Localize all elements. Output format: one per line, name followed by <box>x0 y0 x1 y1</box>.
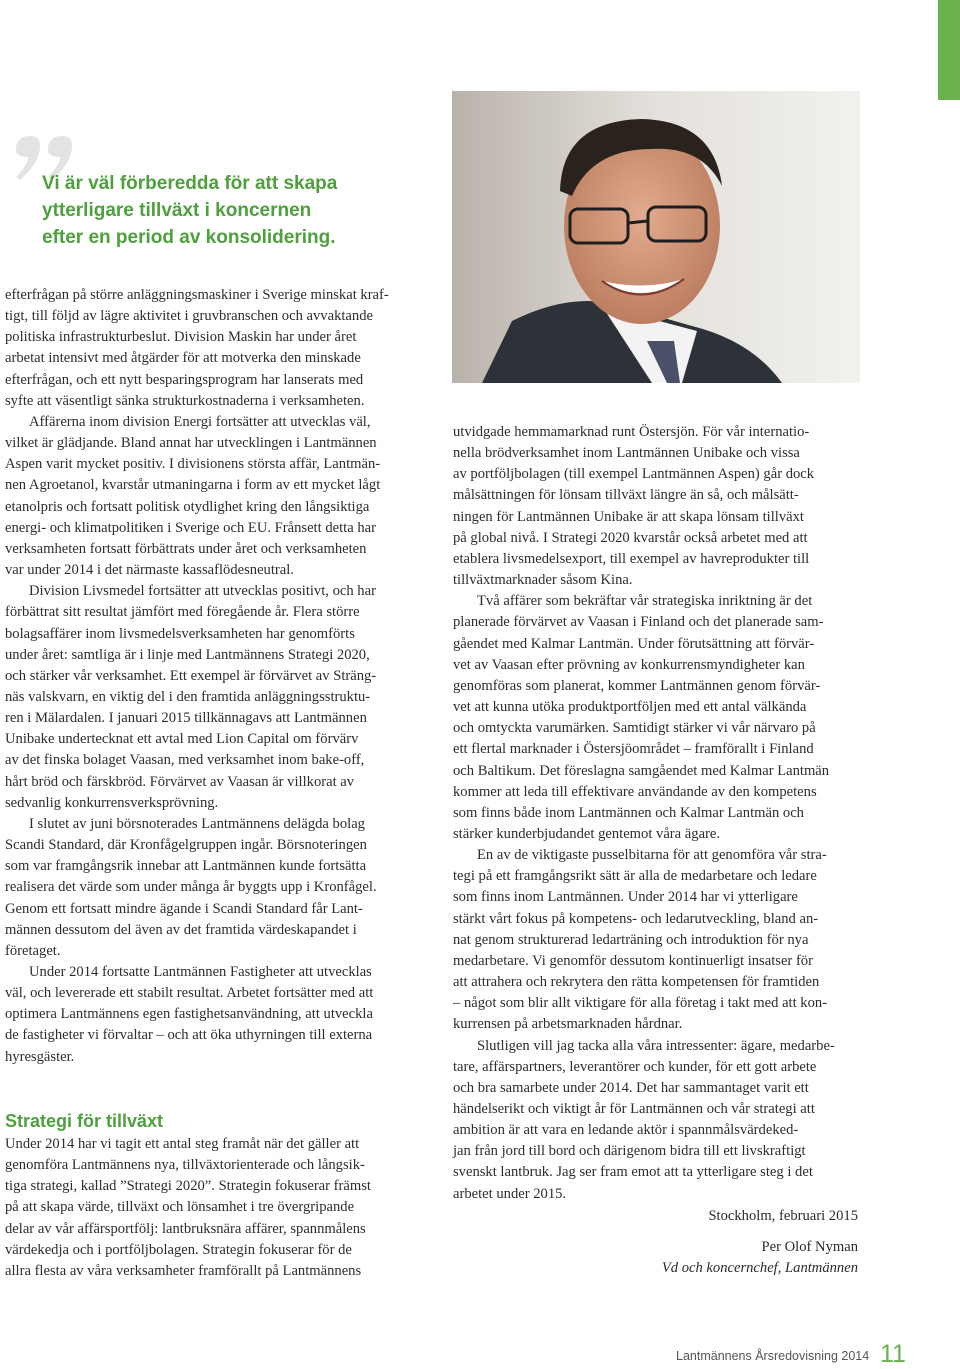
text-line: nat genom strukturerad ledarträning och introduktion för nya <box>453 931 809 948</box>
text-line: energi- och klimatpolitiken i Sverige och EU. Frånsett detta har <box>5 519 376 536</box>
text-line: nen Agroetanol, kvarstår utmaningarna i form av ett mycket lågt <box>5 477 381 494</box>
text-line: som finns både inom Lantmännen och Kalmar Lantmän och <box>453 804 804 821</box>
paragraph <box>5 814 415 962</box>
text-line: Scandi Standard, där Kronfågelgruppen ingår. Börsnoteringen <box>5 837 367 854</box>
text-line: genomföra Lantmännens nya, tillväxtorienterade och långsik- <box>5 1157 365 1174</box>
text-line: som finns inom Lantmännen. Under 2014 har vi ytterligare <box>453 889 798 906</box>
text-line: tegi på ett framgångsrikt sätt är alla de medarbetare och ledare <box>453 868 817 885</box>
left-column-strategy-text <box>5 1134 415 1282</box>
text-line: gåendet med Kalmar Lantmän. Under förutsättning att förvär- <box>453 635 815 652</box>
text-line: Aspen varit mycket positiv. I divisionens största affär, Lantmän- <box>5 456 381 473</box>
text-line: vilket är glädjande. Bland annat har utvecklingen i Lantmännen <box>5 435 377 452</box>
pull-quote-line: Vi är väl förberedda för att skapa <box>42 173 338 194</box>
paragraph <box>5 285 415 412</box>
text-line: arbetet under 2015. <box>453 1185 567 1202</box>
text-line: delar av vår affärsportfölj: lantbruksnära affärer, spannmålens <box>5 1220 366 1237</box>
text-line: planerade förvärvet av Vaasan i Finland och det planerade sam- <box>453 614 824 631</box>
text-line: under året: samtliga är i linje med Lantmännens Strategi 2020, <box>5 646 370 663</box>
text-line: ambition är att vara en ledande aktör i spannmålsvärdeked- <box>453 1122 799 1139</box>
pull-quote <box>42 170 402 251</box>
text-line: genomföras som planerat, kommer Lantmännen genom förvär- <box>453 677 821 694</box>
text-line: realisera det värde som under många år byggts upp i Kronfågel. <box>5 879 377 896</box>
text-line: arbetat intensivt med åtgärder för att motverka den minskade <box>5 350 361 367</box>
paragraph <box>453 845 863 1035</box>
text-line: bolagsaffärer inom livsmedelsverksamheten har genomförts <box>5 625 355 642</box>
text-line: värdekedja och i portföljbolagen. Strategin fokuserar för de <box>5 1241 352 1258</box>
portrait-image <box>452 91 860 383</box>
text-line: stärkt vårt fokus på kompetens- och ledarutveckling, bland an- <box>453 910 819 927</box>
portrait-photo <box>452 91 860 383</box>
green-corner-tab <box>938 0 960 100</box>
text-line: Genom ett fortsatt mindre ägande i Scandi Standard får Lant- <box>5 900 363 917</box>
text-line: som var framgångsrik innebar att Lantmännen kunde fortsätta <box>5 858 367 875</box>
footer-publication-label: Lantmännens Årsredovisning 2014 <box>676 1349 870 1363</box>
paragraph <box>453 591 863 845</box>
signature-name: Per Olof Nyman <box>761 1239 858 1255</box>
text-line: vet av Vaasan efter prövning av konkurrensmyndigheter kan <box>453 656 805 673</box>
text-line: näs valskvarn, en viktig del i den framtida anläggningsstruktu- <box>5 688 371 705</box>
text-line: och omtyckta varumärken. Samtidigt stärker vi vår närvaro på <box>453 720 816 737</box>
text-line: Slutligen vill jag tacka alla våra intressenter: ägare, medarbe- <box>477 1037 835 1054</box>
text-line: – något som blir allt viktigare för alla företag i takt med att kon- <box>453 995 828 1012</box>
text-line: jan från jord till bord och därigenom bidra till ett livskraftigt <box>453 1143 806 1160</box>
text-line: av det finska bolaget Vaasan, med verksamhet inom bake-off, <box>5 752 365 769</box>
signature-place-date: Stockholm, februari 2015 <box>708 1208 858 1224</box>
paragraph <box>5 1134 415 1282</box>
text-line: Unibake undertecknat ett avtal med Lion Capital om förvärv <box>5 731 359 748</box>
text-line: etablera livsmedelsexport, till exempel av havreprodukter till <box>453 550 810 567</box>
text-line: företaget. <box>5 942 61 959</box>
text-line: och stärker vår verksamhet. Ett exempel är förvärvet av Sträng- <box>5 667 377 684</box>
pull-quote-line: efter en period av konsolidering. <box>42 227 336 248</box>
text-line: och bra samarbete under 2014. Det har sammantaget varit ett <box>453 1079 809 1096</box>
text-line: ett flertal marknader i Östersjöområdet – framförallt i Finland <box>453 741 814 758</box>
paragraph <box>5 962 415 1068</box>
text-line: hyresgäster. <box>5 1048 75 1065</box>
text-line: medarbetare. Vi genomför dessutom kontinuerligt insatser för <box>453 952 813 969</box>
text-line: de fastigheter vi förvaltar – och att öka uthyrningen till externa <box>5 1027 373 1044</box>
text-line: etanolpris och fortsatt politisk otydlighet kring den långsiktiga <box>5 498 370 515</box>
paragraph <box>5 412 415 581</box>
text-line: målsättningen för lönsam tillväxt längre än så, och målsätt- <box>453 487 799 504</box>
text-line: förbättrat sitt resultat jämfört med föregående år. Flera större <box>5 604 360 621</box>
text-line: och Baltikum. Det föreslagna samgåendet med Kalmar Lantmän <box>453 762 830 779</box>
signature-title: Vd och koncernchef, Lantmännen <box>661 1260 858 1276</box>
left-column-text <box>5 285 415 1068</box>
text-line: hårt bröd och färskbröd. Förvärvet av Vaasan är villkorat av <box>5 773 355 790</box>
paragraph <box>453 422 863 591</box>
pull-quote-line: ytterligare tillväxt i koncernen <box>42 200 312 221</box>
text-line: ningen för Lantmännen Unibake är att skapa lönsam tillväxt <box>453 508 804 525</box>
text-line: Affärerna inom division Energi fortsätter att utvecklas väl, <box>29 413 371 430</box>
text-line: händelserikt och viktigt år för Lantmännen och vår strategi att <box>453 1101 815 1117</box>
section-heading-strategy: Strategi för tillväxt <box>5 1111 164 1131</box>
text-line: En av de viktigaste pusselbitarna för att genomföra vår stra- <box>477 847 827 864</box>
text-line: Under 2014 fortsatte Lantmännen Fastigheter att utvecklas <box>29 964 372 980</box>
text-line: allra flesta av våra verksamheter framförallt på Lantmännens <box>5 1262 362 1279</box>
text-line: nella brödverksamhet inom Lantmännen Unibake och vissa <box>453 445 800 462</box>
text-line: att attrahera och rekrytera den rätta kompetensen för framtiden <box>453 974 820 991</box>
text-line: Division Livsmedel fortsätter att utvecklas positivt, och har <box>29 583 376 600</box>
text-line: stärker kunderbjudandet gentemot våra ägare. <box>453 825 721 842</box>
text-line: efterfrågan på större anläggningsmaskiner i Sverige minskat kraf- <box>5 287 389 303</box>
text-line: svenskt lantbruk. Jag ser fram emot att ta ytterligare steg i det <box>453 1164 813 1181</box>
text-line: kommer att leda till effektivare användande av den kompetens <box>453 783 817 800</box>
text-line: tillväxtmarknader såsom Kina. <box>453 572 633 589</box>
text-line: vet att kunna utöka produktportföljen med ett antal välkända <box>453 699 807 716</box>
text-line: var under 2014 i det närmaste kassaflödesneutral. <box>5 562 294 579</box>
text-line: syfte att väsentligt sänka strukturkostnaderna i verksamheten. <box>5 392 365 409</box>
paragraph <box>453 1036 863 1205</box>
text-line: politiska infrastrukturbeslut. Division Maskin har under året <box>5 329 357 346</box>
paragraph <box>5 581 415 814</box>
page-number: 11 <box>880 1340 906 1368</box>
text-line: verksamheten fortsatt förbättrats under året och verksamheten <box>5 540 367 557</box>
text-line: tare, affärspartners, leverantörer och kunder, för ett gott arbete <box>453 1058 817 1075</box>
text-line: på global nivå. I Strategi 2020 kvarstår också arbetet med att <box>453 529 808 546</box>
text-line: I slutet av juni börsnoterades Lantmännens delägda bolag <box>29 815 365 832</box>
text-line: männen dessutom del även av det framtida värdeskapandet i <box>5 921 357 938</box>
text-line: utvidgade hemmamarknad runt Östersjön. För vår internatio- <box>453 424 810 440</box>
text-line: optimera Lantmännens egen fastighetsanvändning, att utveckla <box>5 1006 373 1023</box>
text-line: tiga strategi, kallad ”Strategi 2020”. Strategin fokuserar främst <box>5 1178 371 1195</box>
text-line: efterfrågan, och ett nytt besparingsprogram har lanserats med <box>5 371 364 388</box>
text-line: av portföljbolagen (till exempel Lantmännen Aspen) går dock <box>453 466 815 483</box>
text-line: väl, och levererade ett stabilt resultat. Arbetet fortsätter med att <box>5 985 374 1002</box>
text-line: Två affärer som bekräftar vår strategiska inriktning är det <box>477 593 813 610</box>
text-line: Under 2014 har vi tagit ett antal steg framåt när det gäller att <box>5 1136 360 1152</box>
text-line: sedvanlig konkurrensverksprövning. <box>5 794 219 811</box>
text-line: ren i Mälardalen. I januari 2015 tillkännagavs att Lantmännen <box>5 710 367 727</box>
text-line: tigt, till följd av lägre aktivitet i gruvbranschen och avvaktande <box>5 308 373 325</box>
text-line: kurrensen på arbetsmarknaden hårdnar. <box>453 1016 683 1033</box>
text-line: på att skapa värde, tillväxt och lönsamhet i tre övergripande <box>5 1199 355 1216</box>
right-column-text <box>453 422 863 1205</box>
